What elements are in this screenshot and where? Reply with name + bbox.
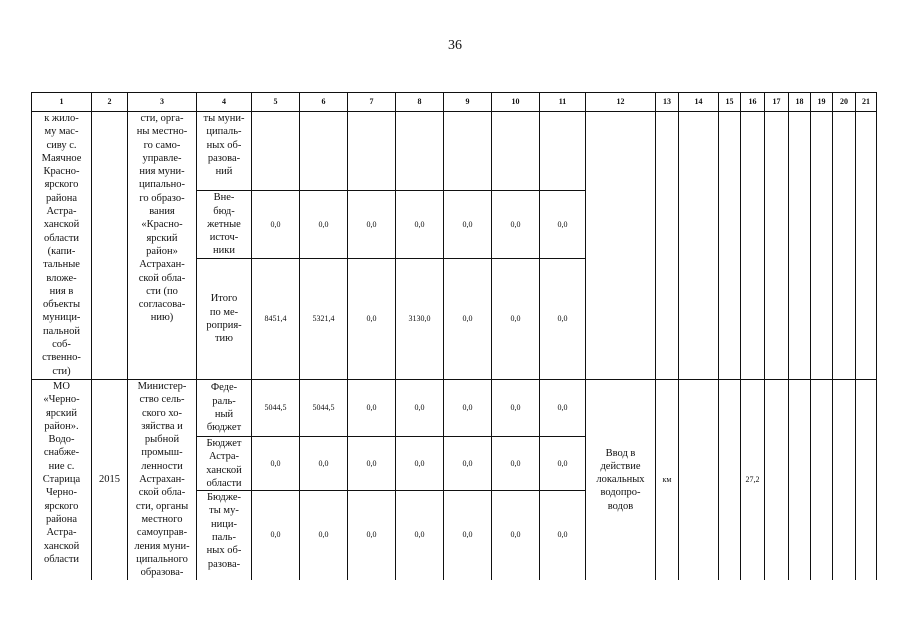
header-cell: 3 xyxy=(128,93,197,112)
header-cell: 19 xyxy=(811,93,833,112)
empty-cell xyxy=(811,112,833,380)
value-cell xyxy=(540,112,586,191)
executor-cell: Министер- ство сель- ского хо- зяйства и рыбной промыш- ленности Астрахан- ской обла- сти, органы местного самоуправ- ления муни- ципального образова- xyxy=(128,380,197,580)
value-cell xyxy=(348,112,396,191)
value-cell: 0,0 xyxy=(444,491,492,580)
value-cell: 0,0 xyxy=(444,437,492,491)
unit-cell xyxy=(656,112,679,380)
header-cell: 17 xyxy=(765,93,789,112)
header-cell: 10 xyxy=(492,93,540,112)
header-cell: 15 xyxy=(719,93,741,112)
header-cell: 5 xyxy=(252,93,300,112)
empty-cell xyxy=(719,112,741,380)
header-cell: 12 xyxy=(586,93,656,112)
empty-cell xyxy=(679,380,719,580)
header-row xyxy=(32,93,877,112)
indicator-name-cell: Ввод в действие локальных водопро- водов xyxy=(586,380,656,580)
value-cell: 0,0 xyxy=(348,191,396,259)
empty-cell xyxy=(811,380,833,580)
value-cell: 0,0 xyxy=(348,259,396,380)
header-cell: 2 xyxy=(92,93,128,112)
executor-cell: сти, орга- ны местно- го само- управле- ния муни- ципально- го образо- вания «Красно- ярский район» Астрахан- ской обла- сти (по согласова- нию) xyxy=(128,112,197,380)
value-cell: 0,0 xyxy=(348,380,396,437)
value-cell: 0,0 xyxy=(444,380,492,437)
value-cell: 0,0 xyxy=(540,259,586,380)
empty-cell xyxy=(741,112,765,380)
empty-cell xyxy=(719,380,741,580)
value-cell: 0,0 xyxy=(300,491,348,580)
header-cell: 1 xyxy=(32,93,92,112)
value-cell: 0,0 xyxy=(396,191,444,259)
value-cell: 5044,5 xyxy=(300,380,348,437)
value-cell: 0,0 xyxy=(492,259,540,380)
value-cell: 0,0 xyxy=(252,491,300,580)
header-cell: 4 xyxy=(197,93,252,112)
value-cell: 0,0 xyxy=(396,380,444,437)
empty-cell xyxy=(765,112,789,380)
funding-source-cell: Бюдже- ты му- ници- паль- ных об- разова- xyxy=(197,491,252,580)
funding-source-cell: Вне- бюд- жетные источ- ники xyxy=(197,191,252,259)
value-cell: 5044,5 xyxy=(252,380,300,437)
header-cell: 18 xyxy=(789,93,811,112)
empty-cell xyxy=(679,112,719,380)
funding-source-cell: Итого по ме- роприя- тию xyxy=(197,259,252,380)
value-cell: 0,0 xyxy=(492,437,540,491)
header-cell: 9 xyxy=(444,93,492,112)
value-cell: 0,0 xyxy=(348,437,396,491)
empty-cell xyxy=(833,112,856,380)
table-row xyxy=(32,112,877,191)
header-cell: 21 xyxy=(856,93,877,112)
page-number: 36 xyxy=(448,38,462,53)
value-cell: 0,0 xyxy=(300,437,348,491)
value-cell xyxy=(492,112,540,191)
header-cell: 11 xyxy=(540,93,586,112)
value-cell xyxy=(444,112,492,191)
empty-cell xyxy=(789,112,811,380)
value-cell: 0,0 xyxy=(540,437,586,491)
program-table xyxy=(31,92,877,580)
funding-source-cell: ты муни- ципаль- ных об- разова- ний xyxy=(197,112,252,191)
empty-cell xyxy=(789,380,811,580)
value-cell xyxy=(300,112,348,191)
value-cell: 3130,0 xyxy=(396,259,444,380)
empty-cell xyxy=(856,380,877,580)
header-cell: 13 xyxy=(656,93,679,112)
value-cell: 0,0 xyxy=(540,191,586,259)
header-cell: 8 xyxy=(396,93,444,112)
value-cell: 0,0 xyxy=(300,191,348,259)
target-value-cell: 27,2 xyxy=(741,380,765,580)
header-cell: 16 xyxy=(741,93,765,112)
empty-cell xyxy=(765,380,789,580)
value-cell: 5321,4 xyxy=(300,259,348,380)
value-cell: 0,0 xyxy=(444,259,492,380)
funding-source-cell: Бюджет Астра- ханской области xyxy=(197,437,252,491)
value-cell: 0,0 xyxy=(348,491,396,580)
header-cell: 6 xyxy=(300,93,348,112)
year-cell: 2015 xyxy=(92,380,128,580)
empty-cell xyxy=(856,112,877,380)
value-cell xyxy=(252,112,300,191)
value-cell: 0,0 xyxy=(540,491,586,580)
table-row xyxy=(32,380,877,437)
unit-cell: км xyxy=(656,380,679,580)
value-cell: 0,0 xyxy=(252,191,300,259)
value-cell: 0,0 xyxy=(492,491,540,580)
value-cell: 8451,4 xyxy=(252,259,300,380)
value-cell: 0,0 xyxy=(444,191,492,259)
value-cell xyxy=(396,112,444,191)
year-cell xyxy=(92,112,128,380)
value-cell: 0,0 xyxy=(252,437,300,491)
header-cell: 20 xyxy=(833,93,856,112)
header-cell: 14 xyxy=(679,93,719,112)
value-cell: 0,0 xyxy=(492,380,540,437)
value-cell: 0,0 xyxy=(540,380,586,437)
event-name-cell: к жило- му мас- сиву с. Маячное Красно- ярского района Астра- ханской области (капи- тальные вложе- ния в объекты муници- пальной соб- ственно- сти) xyxy=(32,112,92,380)
value-cell: 0,0 xyxy=(396,491,444,580)
indicator-name-cell xyxy=(586,112,656,380)
header-cell: 7 xyxy=(348,93,396,112)
funding-source-cell: Феде- раль- ный бюджет xyxy=(197,380,252,437)
value-cell: 0,0 xyxy=(396,437,444,491)
empty-cell xyxy=(833,380,856,580)
value-cell: 0,0 xyxy=(492,191,540,259)
event-name-cell: МО «Черно- ярский район». Водо- снабже- ние с. Старица Черно- ярского района Астра- ханской области xyxy=(32,380,92,580)
